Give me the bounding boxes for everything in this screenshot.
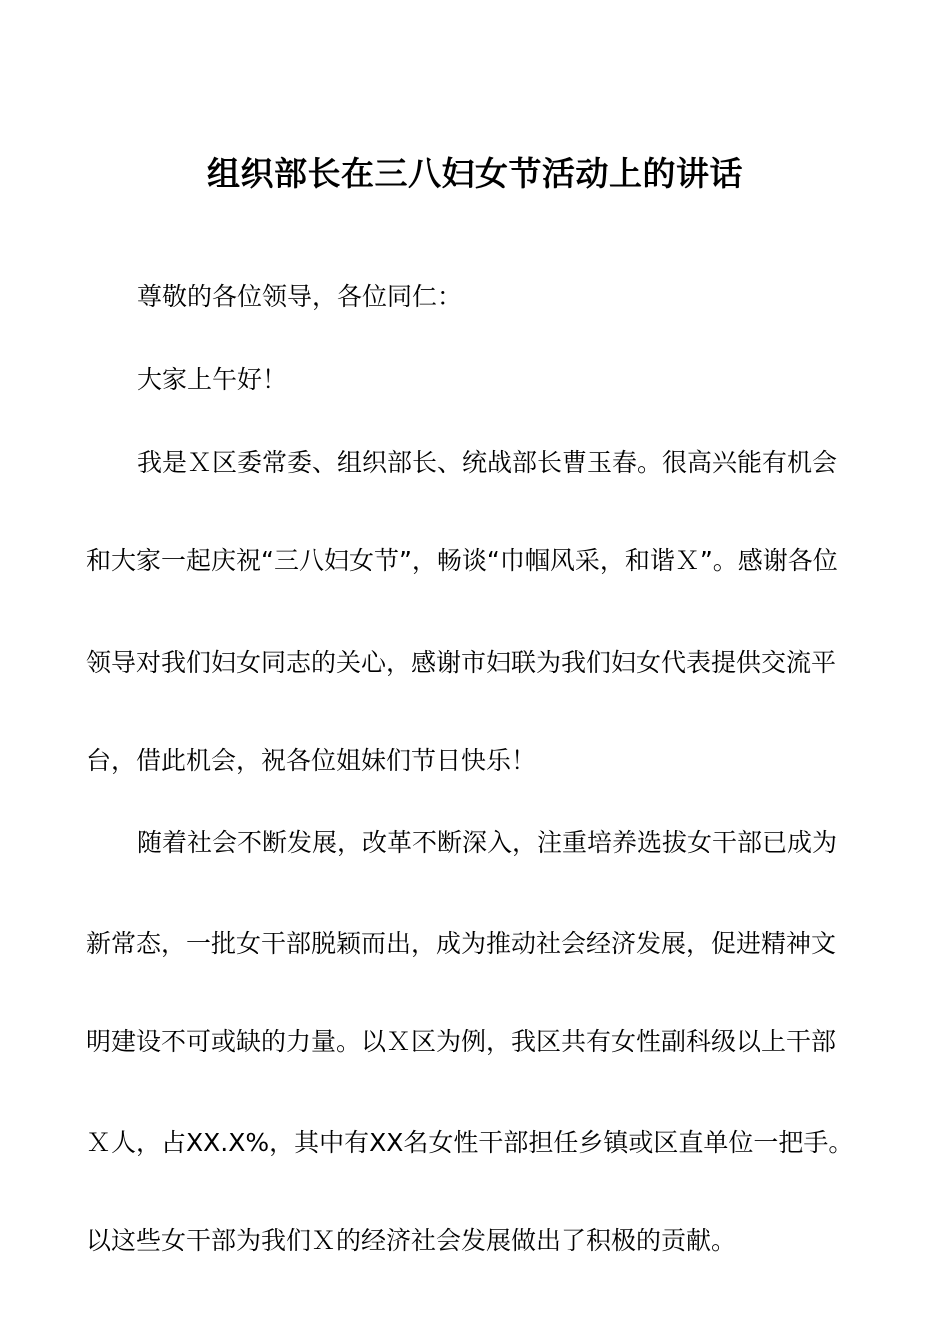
document-title: 组织部长在三八妇女节活动上的讲话 [207,154,743,193]
paragraph-2-line-4: Ｘ人，占XX.X%，其中有XX名女性干部担任乡镇或区直单位一把手。 [86,1128,854,1157]
paragraph-2-line-5: 以这些女干部为我们Ｘ的经济社会发展做出了积极的贡献。 [86,1226,737,1255]
paragraph-1-line-4: 台，借此机会，祝各位姐妹们节日快乐！ [86,746,537,775]
paragraph-2-line-3: 明建设不可或缺的力量。以Ｘ区为例，我区共有女性副科级以上干部 [86,1027,837,1056]
greeting-line: 大家上午好！ [137,365,288,394]
salutation-line: 尊敬的各位领导，各位同仁： [137,282,463,311]
paragraph-2-line-2: 新常态，一批女干部脱颖而出，成为推动社会经济发展，促进精神文 [86,929,837,958]
paragraph-1-line-3: 领导对我们妇女同志的关心，感谢市妇联为我们妇女代表提供交流平 [86,648,837,677]
paragraph-1-line-2: 和大家一起庆祝“三八妇女节”，畅谈“巾帼风采，和谐Ｘ”。感谢各位 [86,546,838,575]
paragraph-2-line-1: 随着社会不断发展，改革不断深入，注重培养选拔女干部已成为 [137,828,838,857]
paragraph-1-line-1: 我是Ｘ区委常委、组织部长、统战部长曹玉春。很高兴能有机会 [137,448,838,477]
